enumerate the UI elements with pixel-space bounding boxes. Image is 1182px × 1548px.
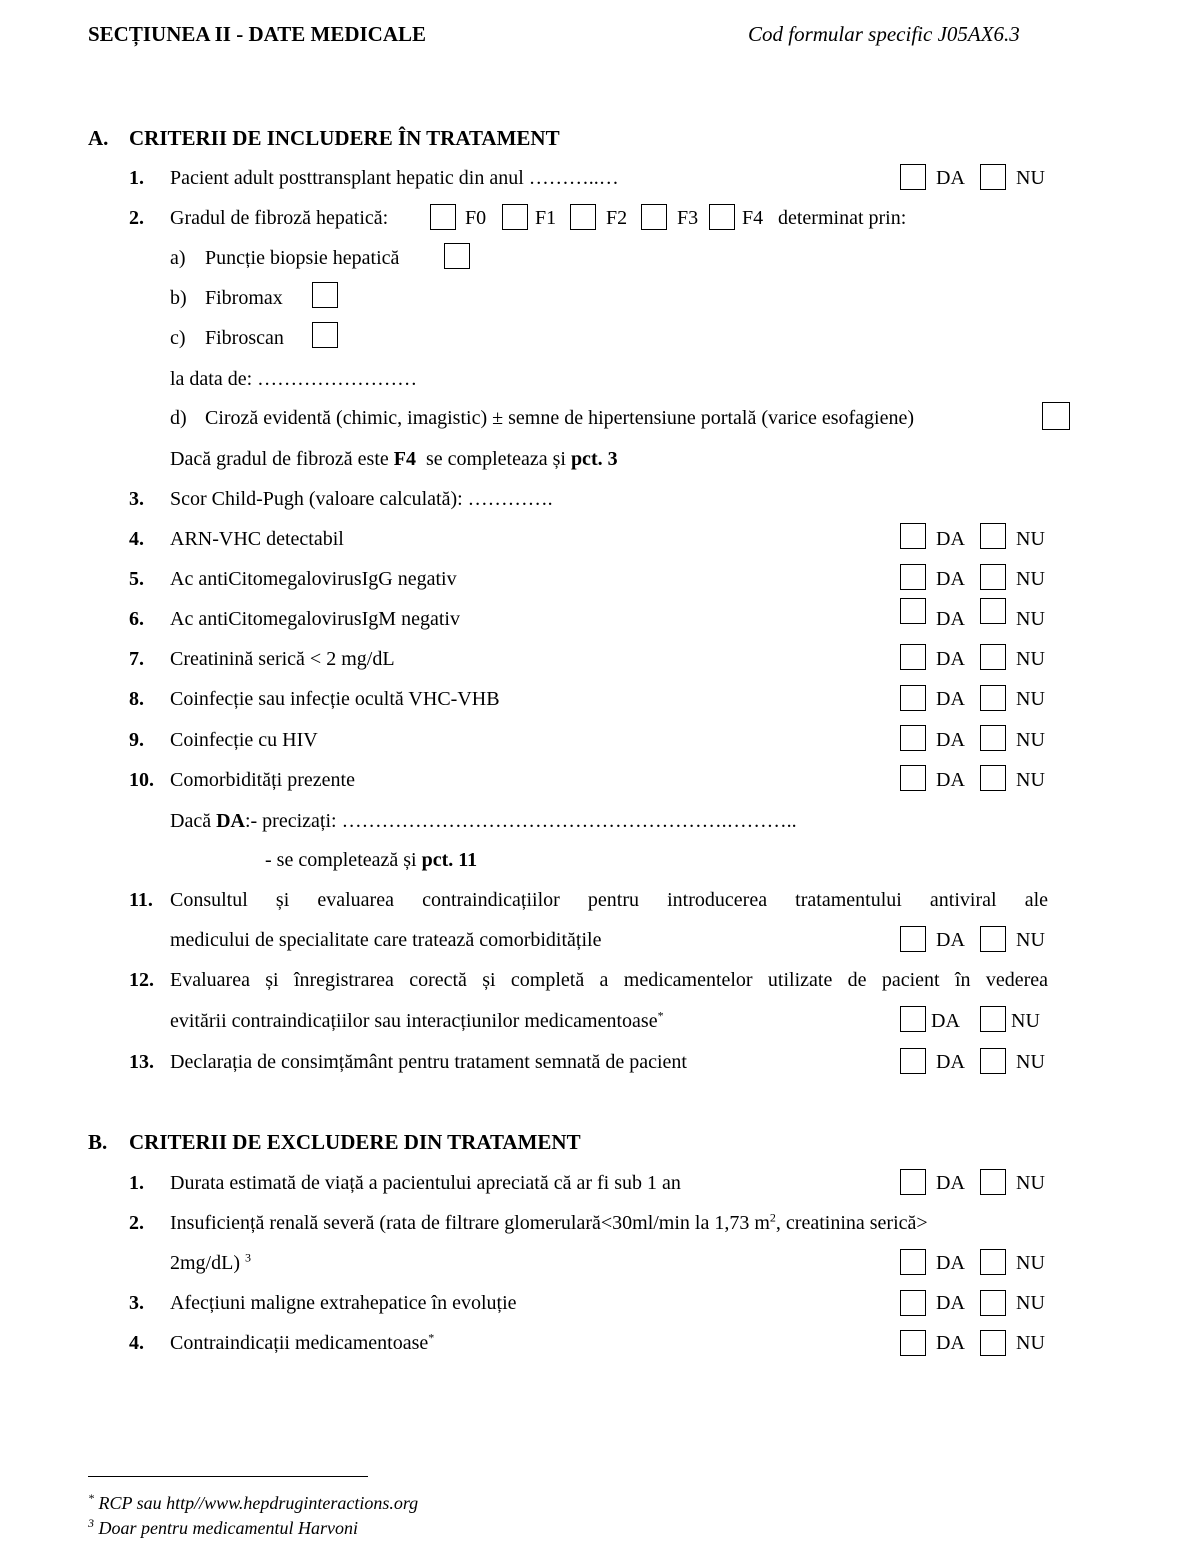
section-a-title: CRITERII DE INCLUDERE ÎN TRATAMENT [129, 126, 560, 150]
yes-label: DA [936, 1252, 965, 1274]
no-checkbox[interactable] [980, 564, 1006, 590]
no-label: NU [1016, 1292, 1045, 1314]
footnote-divider [88, 1476, 368, 1477]
criterion-text-continued: evitării contraindicațiilor sau interacțiunilor medicamentoase* [170, 1008, 664, 1032]
method-label: Fibromax [205, 287, 283, 309]
no-label: NU [1016, 528, 1045, 550]
no-checkbox[interactable] [980, 598, 1006, 624]
item-number: 7. [129, 648, 144, 670]
form-code: Cod formular specific J05AX6.3 [748, 22, 1020, 46]
fibrosis-method-label: determinat prin: [778, 207, 907, 229]
yes-checkbox[interactable] [900, 564, 926, 590]
no-label: NU [1016, 929, 1045, 951]
f4-note: Dacă gradul de fibroză este F4 se completeaza și pct. 3 [170, 448, 618, 470]
fibroscan-checkbox[interactable] [312, 322, 338, 348]
criterion-text: ARN-VHC detectabil [170, 528, 344, 550]
criterion-text: Ac antiCitomegalovirusIgM negativ [170, 608, 460, 630]
no-checkbox[interactable] [980, 523, 1006, 549]
item-number: 8. [129, 688, 144, 710]
yes-label: DA [936, 608, 965, 630]
item-number: 13. [129, 1051, 154, 1073]
no-label: NU [1016, 608, 1045, 630]
grade-f2-label: F2 [606, 207, 628, 229]
grade-f3-label: F3 [677, 207, 699, 229]
grade-f1-checkbox[interactable] [502, 204, 528, 230]
child-pugh-field[interactable]: Scor Child-Pugh (valoare calculată): …………. [170, 488, 553, 510]
method-label: Ciroză evidentă (chimic, imagistic) ± semne de hipertensiune portală (varice esofagiene) [205, 407, 915, 429]
yes-label: DA [936, 1172, 965, 1194]
section-title: SECȚIUNEA II - DATE MEDICALE [88, 22, 427, 46]
yes-checkbox[interactable] [900, 1330, 926, 1356]
no-label: NU [1016, 167, 1045, 189]
no-label: NU [1011, 1010, 1040, 1032]
grade-f0-label: F0 [465, 207, 487, 229]
criterion-text: Insuficiență renală severă (rata de filtrare glomerulară<30ml/min la 1,73 $m^2$, creatinina serică> [170, 1210, 928, 1234]
comorbidity-details-field[interactable]: Dacă DA:- precizați: ………………………………………………….……….. [170, 810, 797, 832]
no-label: NU [1016, 1332, 1045, 1354]
no-checkbox[interactable] [980, 765, 1006, 791]
method-letter: b) [170, 287, 187, 309]
yes-label: DA [936, 729, 965, 751]
grade-f1-label: F1 [535, 207, 557, 229]
item-number: 2. [129, 207, 144, 229]
item-number: 1. [129, 1172, 144, 1194]
item-number: 11. [129, 889, 153, 911]
yes-checkbox[interactable] [900, 1249, 926, 1275]
no-label: NU [1016, 769, 1045, 791]
item-number: 4. [129, 1332, 144, 1354]
criterion-text: Consultul și evaluarea contraindicațiilor pentru introducerea tratamentului antiviral ale [170, 889, 1048, 911]
grade-f4-checkbox[interactable] [709, 204, 735, 230]
yes-label: DA [936, 769, 965, 791]
item-number: 3. [129, 1292, 144, 1314]
biopsy-checkbox[interactable] [444, 243, 470, 269]
yes-checkbox[interactable] [900, 1006, 926, 1032]
method-letter: a) [170, 247, 186, 269]
no-label: NU [1016, 1172, 1045, 1194]
criterion-text-continued: medicului de specialitate care tratează comorbiditățile [170, 929, 602, 951]
no-label: NU [1016, 1051, 1045, 1073]
yes-checkbox[interactable] [900, 164, 926, 190]
grade-f0-checkbox[interactable] [430, 204, 456, 230]
item-number: 1. [129, 167, 144, 189]
section-b-title: CRITERII DE EXCLUDERE DIN TRATAMENT [129, 1130, 581, 1154]
yes-checkbox[interactable] [900, 523, 926, 549]
criterion-text: Creatinină serică < 2 mg/dL [170, 648, 395, 670]
date-field[interactable]: la data de: …………………… [170, 368, 418, 390]
yes-label: DA [936, 648, 965, 670]
yes-label: DA [936, 528, 965, 550]
no-checkbox[interactable] [980, 1249, 1006, 1275]
criterion-text: Evaluarea și înregistrarea corectă și completă a medicamentelor utilizate de pacient în vederea [170, 969, 1048, 991]
no-checkbox[interactable] [980, 1330, 1006, 1356]
item-number: 9. [129, 729, 144, 751]
section-a-letter: A. [88, 126, 109, 150]
grade-f4-label: F4 [742, 207, 764, 229]
item-number: 12. [129, 969, 154, 991]
item-number: 10. [129, 769, 154, 791]
yes-label: DA [931, 1010, 960, 1032]
yes-checkbox[interactable] [900, 598, 926, 624]
fibromax-checkbox[interactable] [312, 282, 338, 308]
yes-checkbox[interactable] [900, 765, 926, 791]
yes-checkbox[interactable] [900, 1290, 926, 1316]
yes-label: DA [936, 1292, 965, 1314]
no-checkbox[interactable] [980, 1006, 1006, 1032]
criterion-text: Afecțiuni maligne extrahepatice în evoluție [170, 1292, 517, 1314]
no-label: NU [1016, 729, 1045, 751]
no-checkbox[interactable] [980, 725, 1006, 751]
footnote: $^3$ Doar pentru medicamentul Harvoni [88, 1516, 358, 1538]
method-label: Fibroscan [205, 327, 284, 349]
yes-label: DA [936, 1051, 965, 1073]
criterion-text-continued: 2mg/dL) $^3$ [170, 1250, 251, 1274]
comorbidity-note: - se completează și pct. 11 [265, 849, 478, 871]
item-number: 5. [129, 568, 144, 590]
yes-checkbox[interactable] [900, 926, 926, 952]
yes-label: DA [936, 568, 965, 590]
criterion-text: Declarația de consimțământ pentru tratament semnată de pacient [170, 1051, 687, 1073]
no-checkbox[interactable] [980, 1048, 1006, 1074]
method-letter: d) [170, 407, 187, 429]
no-checkbox[interactable] [980, 644, 1006, 670]
criterion-text: Durata estimată de viață a pacientului apreciată că ar fi sub 1 an [170, 1172, 681, 1194]
yes-checkbox[interactable] [900, 1169, 926, 1195]
criterion-text: Pacient adult posttransplant hepatic din anul ………..… [170, 167, 619, 189]
no-label: NU [1016, 648, 1045, 670]
yes-label: DA [936, 1332, 965, 1354]
grade-f2-checkbox[interactable] [570, 204, 596, 230]
yes-label: DA [936, 688, 965, 710]
no-label: NU [1016, 1252, 1045, 1274]
yes-label: DA [936, 167, 965, 189]
method-label: Puncție biopsie hepatică [205, 247, 400, 269]
no-checkbox[interactable] [980, 926, 1006, 952]
yes-checkbox[interactable] [900, 725, 926, 751]
item-number: 3. [129, 488, 144, 510]
criterion-text: Ac antiCitomegalovirusIgG negativ [170, 568, 457, 590]
no-checkbox[interactable] [980, 1290, 1006, 1316]
no-checkbox[interactable] [980, 685, 1006, 711]
cirrhosis-checkbox[interactable] [1042, 402, 1070, 430]
criterion-text: Comorbidități prezente [170, 769, 355, 791]
yes-checkbox[interactable] [900, 644, 926, 670]
method-letter: c) [170, 327, 186, 349]
yes-checkbox[interactable] [900, 1048, 926, 1074]
item-number: 2. [129, 1212, 144, 1234]
no-checkbox[interactable] [980, 1169, 1006, 1195]
no-label: NU [1016, 568, 1045, 590]
item-number: 4. [129, 528, 144, 550]
criterion-text: Coinfecție cu HIV [170, 729, 318, 751]
criterion-text: Coinfecție sau infecție ocultă VHC-VHB [170, 688, 500, 710]
section-b-letter: B. [88, 1130, 108, 1154]
no-label: NU [1016, 688, 1045, 710]
yes-checkbox[interactable] [900, 685, 926, 711]
criterion-text: Contraindicații medicamentoase* [170, 1330, 435, 1354]
no-checkbox[interactable] [980, 164, 1006, 190]
fibrosis-label: Gradul de fibroză hepatică: [170, 207, 389, 229]
yes-label: DA [936, 929, 965, 951]
grade-f3-checkbox[interactable] [641, 204, 667, 230]
footnote: * RCP sau http//www.hepdruginteractions.org [88, 1491, 419, 1513]
item-number: 6. [129, 608, 144, 630]
